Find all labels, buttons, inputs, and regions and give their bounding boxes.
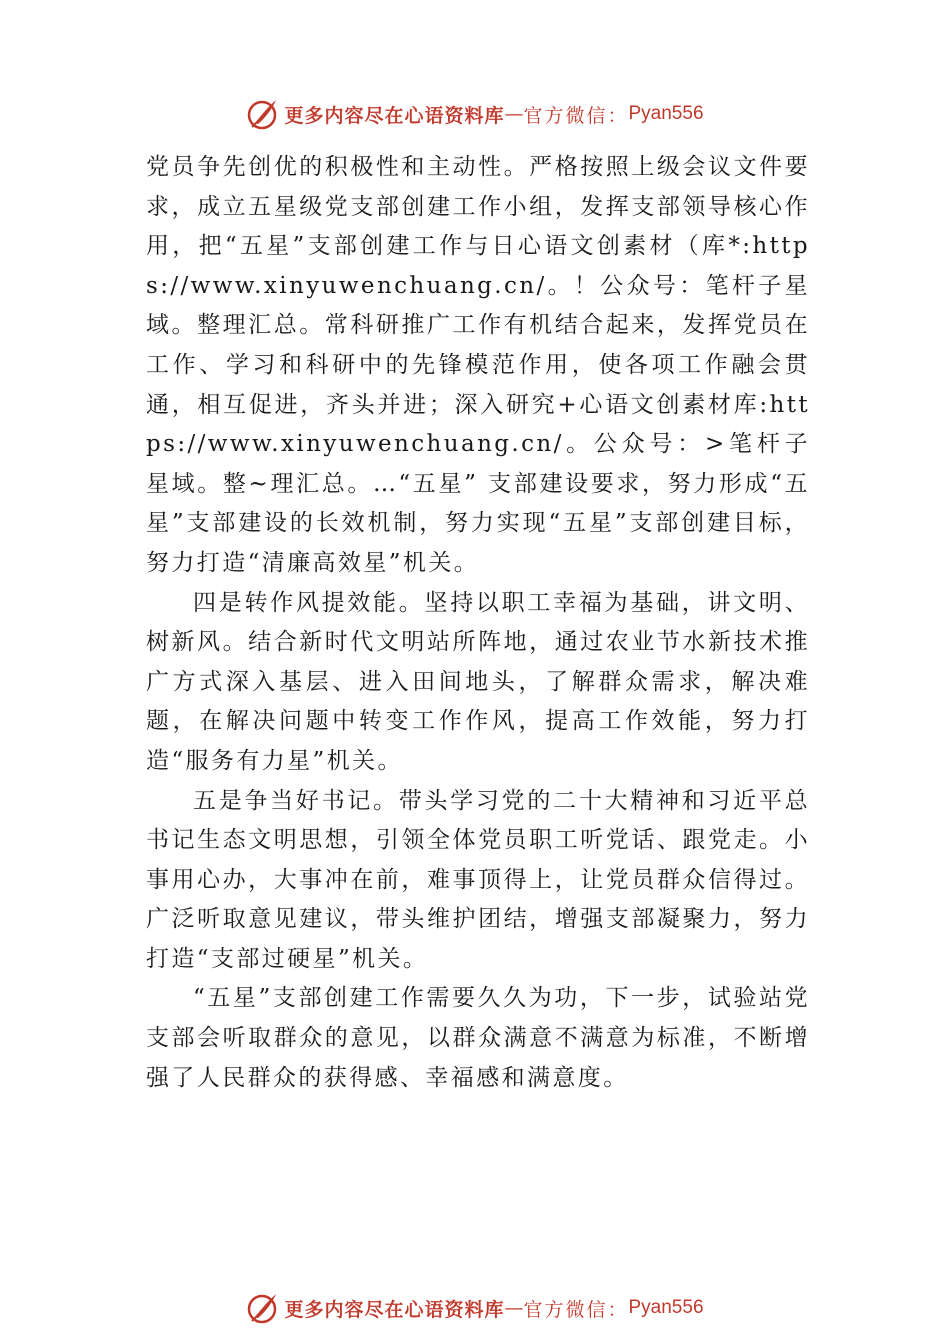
footer-wechat-id: Pyan556 — [628, 1297, 704, 1318]
footer-separator: — — [504, 1297, 524, 1319]
quill-pen-logo-icon — [246, 97, 280, 131]
paragraph-2: 四是转作风提效能。坚持以职工幸福为基础，讲文明、树新风。结合新时代文明站所阵地，通过农业节水新技术推广方式深入基层、进入田间地头，了解群众需求，解决难题，在解决问题中转变工作作风，提高工作效能，努力打造“服务有力星”机关。 — [146, 589, 810, 774]
header-title: 更多内容尽在心语资料库 — [284, 104, 505, 127]
footer-title: 更多内容尽在心语资料库 — [284, 1298, 505, 1321]
footer-wechat-label: 官方微信： — [523, 1298, 629, 1321]
header-banner — [0, 94, 950, 134]
paragraph-4: “五星”支部创建工作需要久久为功，下一步，试验站党支部会听取群众的意见，以群众满意不满意为标准，不断增强了人民群众的获得感、幸福感和满意度。 — [146, 985, 810, 1091]
header-wechat-label: 官方微信： — [523, 104, 629, 127]
footer-banner — [0, 1288, 950, 1328]
header-separator: — — [504, 103, 524, 125]
header-wechat-id: Pyan556 — [628, 103, 704, 124]
paragraph-1: 党员争先创优的积极性和主动性。严格按照上级会议文件要求，成立五星级党支部创建工作小组，发挥支部领导核心作用，把“五星”支部创建工作与日心语文创素材（库*:https://www.xinyuwenchuang.cn/。！公众号：笔杆子星域。整理汇总。常科研推广工作有机结合起来，发挥党员在工作、学习和科研中的先锋模范作用，使各项工作融会贯通，相互促进，齐头并进；深入研究+心语文创素材库:https://www.xinyuwenchuang.cn/。公众号：>笔杆子星域。整~理汇总。…“五星” 支部建设要求，努力形成“五星”支部建设的长效机制，努力实现“五星”支部创建目标，努力打造“清廉高效星”机关。 — [146, 154, 810, 576]
document-body — [146, 148, 810, 1098]
quill-pen-logo-icon — [246, 1291, 280, 1325]
paragraph-3: 五是争当好书记。带头学习党的二十大精神和习近平总书记生态文明思想，引领全体党员职工听党话、跟党走。小事用心办，大事冲在前，难事顶得上，让党员群众信得过。 广泛听取意见建议，带头维护团结，增强支部凝聚力，努力打造“支部过硬星”机关。 — [146, 787, 810, 972]
